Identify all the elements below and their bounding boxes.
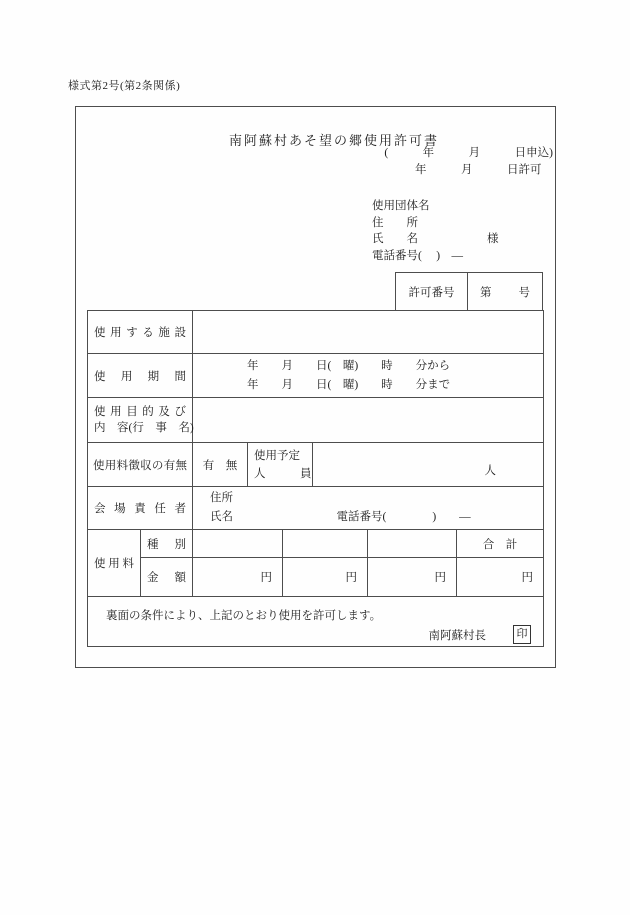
permit-number-label-cell: 許可番号	[396, 273, 468, 311]
manager-name-phone-line: 氏名 電話番号( ) ―	[210, 511, 471, 523]
fee-amount-label-cell	[141, 558, 193, 597]
fee-type-cell-3	[368, 530, 457, 558]
purpose-label-line1: 使用目的及び	[94, 406, 186, 418]
attendee-label-cell	[248, 443, 313, 487]
fee-label: 使用料	[94, 558, 134, 570]
fee-type-label: 種 別	[147, 538, 186, 551]
attendee-label-line1: 使用予定	[254, 449, 300, 462]
fee-type-cell-2	[283, 530, 368, 558]
manager-value-cell	[193, 487, 543, 530]
manager-address-line: 住所	[210, 492, 233, 504]
fee-collection-label: 使用料徴収の有無	[93, 459, 187, 472]
yen-unit: 円	[345, 572, 357, 584]
period-from-line: 年 月 日( 曜) 時 分から	[247, 359, 451, 372]
permission-note-cell	[88, 597, 543, 646]
fee-total-label-cell: 合 計	[457, 530, 543, 558]
application-date-line: ( 年 月 日申込)	[384, 147, 553, 159]
permit-number-value-cell	[468, 273, 542, 311]
fee-amount-cell-2	[283, 558, 368, 597]
attendee-label-line2: 人 員	[254, 467, 312, 480]
purpose-label-line2: 内 容(行 事 名)	[94, 422, 194, 434]
document-title: 南阿蘇村あそ望の郷使用許可書	[229, 133, 440, 148]
yen-unit: 円	[434, 572, 446, 584]
applicant-organization-line: 使用団体名	[372, 200, 430, 212]
fee-collection-options-cell: 有 無	[193, 443, 248, 487]
fee-amount-label: 金 額	[147, 572, 186, 584]
fee-amount-cell-1	[193, 558, 283, 597]
attendee-count-cell	[313, 443, 543, 487]
manager-label-cell	[88, 487, 193, 530]
applicant-block	[372, 198, 499, 264]
permit-date-line: 年 月 日許可	[415, 163, 553, 176]
purpose-value-cell	[193, 398, 543, 443]
seal-stamp: 印	[513, 625, 531, 644]
fee-label-cell	[88, 530, 141, 597]
period-label: 使用期間	[94, 370, 186, 383]
facility-value-cell	[193, 311, 543, 354]
purpose-label-cell	[88, 398, 193, 443]
applicant-phone-line: 電話番号( ) ―	[372, 249, 464, 262]
period-to-line: 年 月 日( 曜) 時 分まで	[247, 378, 451, 391]
applicant-name-line: 氏 名 様	[372, 233, 499, 245]
fee-collection-label-cell	[88, 443, 193, 487]
fee-amount-cell-3	[368, 558, 457, 597]
fee-amount-total-cell	[457, 558, 543, 597]
period-label-cell	[88, 354, 193, 398]
permit-number-value: 第 号	[480, 287, 530, 299]
form-number-label: 様式第2号(第2条関係)	[68, 80, 181, 92]
yen-unit: 円	[260, 572, 272, 584]
period-value-cell	[193, 354, 543, 398]
attendee-unit: 人	[484, 465, 496, 477]
usage-permit-table	[87, 310, 544, 647]
fee-type-label-cell	[141, 530, 193, 558]
fee-type-cell-1	[193, 530, 283, 558]
mayor-signature: 南阿蘇村長	[428, 629, 486, 642]
applicant-address-line: 住 所	[372, 216, 418, 229]
yen-unit: 円	[521, 572, 533, 584]
permission-note: 裏面の条件により、上記のとおり使用を許可します。	[106, 610, 382, 622]
facility-label-cell	[88, 311, 193, 354]
manager-label: 会場責任者	[94, 503, 186, 515]
permit-number-box	[395, 272, 543, 311]
date-block	[330, 145, 553, 178]
facility-label: 使用する施設	[94, 327, 186, 339]
